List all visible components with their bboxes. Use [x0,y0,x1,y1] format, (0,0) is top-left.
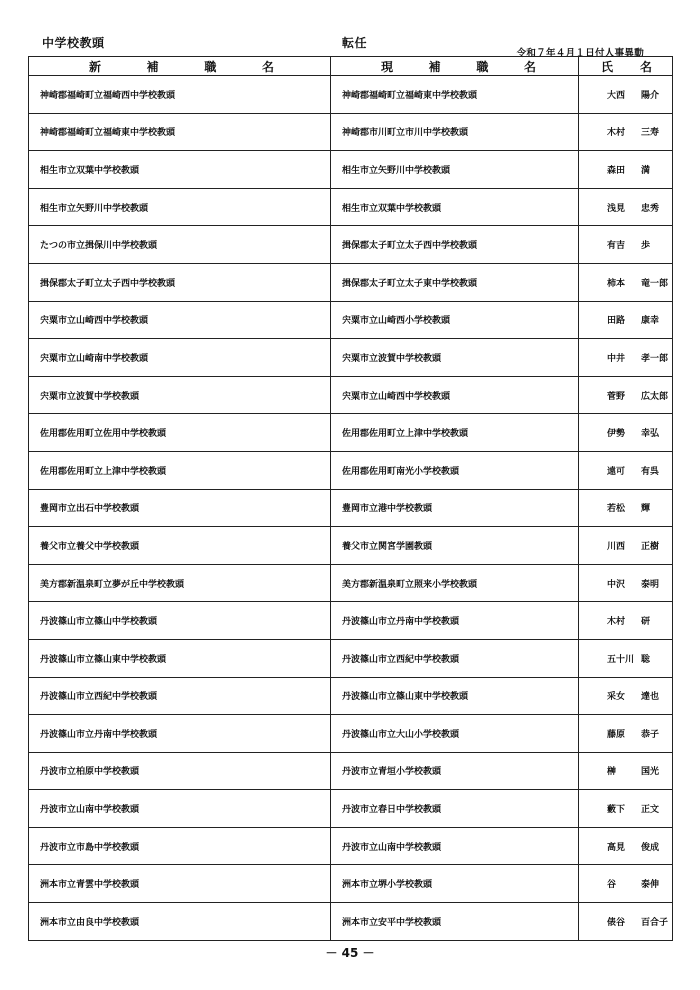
given-name: 研 [641,617,651,628]
table-row [29,527,673,565]
new-position-cell: たつの市立揖保川中学校教頭 [29,226,331,264]
surname: 浅見 [607,203,626,214]
current-position-header-char: 名 [523,59,536,74]
table-row [29,903,673,941]
current-position-cell: 揖保郡太子町立太子東中学校教頭 [331,263,579,301]
surname: 遠可 [607,466,626,477]
given-name: 陽介 [641,90,660,101]
new-position-cell: 丹波市立柏原中学校教頭 [29,752,331,790]
current-position-cell: 養父市立関宮学園教頭 [331,527,579,565]
new-position-header [29,57,331,76]
surname: 谷 [607,880,617,891]
new-position-cell: 洲本市立由良中学校教頭 [29,903,331,941]
new-position-cell: 相生市立矢野川中学校教頭 [29,188,331,226]
table-row [29,602,673,640]
given-name: 百合子 [641,917,669,928]
given-name: 俊成 [641,842,660,853]
given-name: 康幸 [641,316,660,327]
current-position-header-char: 職 [476,59,489,74]
current-position-header [331,57,579,76]
name-cell [579,339,673,377]
category-title: 中学校教頭 [42,36,105,50]
current-position-cell: 相生市立双葉中学校教頭 [331,188,579,226]
new-position-cell: 丹波篠山市立篠山中学校教頭 [29,602,331,640]
current-position-cell: 丹波市立春日中学校教頭 [331,790,579,828]
name-cell [579,376,673,414]
new-position-cell: 丹波篠山市立西紀中学校教頭 [29,677,331,715]
current-position-cell: 丹波篠山市立篠山東中学校教頭 [331,677,579,715]
name-header-char: 氏 [601,59,614,74]
current-position-header-char: 補 [428,59,441,74]
surname: 榊 [607,767,617,778]
surname: 柿本 [607,278,626,289]
name-cell [579,752,673,790]
given-name: 幸弘 [641,429,660,440]
current-position-cell: 揖保郡太子町立太子西中学校教頭 [331,226,579,264]
surname: 藤原 [607,729,626,740]
current-position-cell: 丹波篠山市立西紀中学校教頭 [331,639,579,677]
table-row [29,677,673,715]
given-name: 正樹 [641,541,660,552]
surname: 五十川 [607,654,635,665]
new-position-cell: 美方郡新温泉町立夢が丘中学校教頭 [29,564,331,602]
current-position-cell: 洲本市立安平中学校教頭 [331,903,579,941]
surname: 田路 [607,316,626,327]
surname: 森田 [607,165,626,176]
name-cell [579,715,673,753]
name-cell [579,151,673,189]
new-position-cell: 相生市立双葉中学校教頭 [29,151,331,189]
table-row [29,639,673,677]
table-row [29,564,673,602]
surname: 藪下 [607,805,626,816]
given-name: 竜一郎 [641,278,669,289]
new-position-header-char: 名 [261,59,274,74]
table-row [29,151,673,189]
name-cell [579,301,673,339]
name-cell [579,827,673,865]
surname: 俵谷 [607,917,626,928]
given-name: 国光 [641,767,660,778]
table-row [29,376,673,414]
surname: 有吉 [607,241,626,252]
current-position-cell: 洲本市立堺小学校教頭 [331,865,579,903]
surname: 伊勢 [607,429,626,440]
surname: 菅野 [607,391,626,402]
surname: 中沢 [607,579,626,590]
name-cell [579,602,673,640]
table-row [29,451,673,489]
name-cell [579,451,673,489]
name-cell [579,188,673,226]
table-row [29,263,673,301]
given-name: 歩 [641,241,651,252]
surname: 若松 [607,504,626,515]
table-row [29,226,673,264]
name-cell [579,489,673,527]
surname: 中井 [607,353,626,364]
new-position-cell: 宍粟市立山崎南中学校教頭 [29,339,331,377]
name-cell [579,527,673,565]
transfer-type-label: 転任 [342,36,368,50]
name-cell [579,263,673,301]
table-row [29,113,673,151]
name-cell [579,639,673,677]
given-name: 有呉 [641,466,660,477]
current-position-cell: 佐用郡佐用町立上津中学校教頭 [331,414,579,452]
surname: 川西 [607,541,626,552]
new-position-cell: 丹波篠山市立篠山東中学校教頭 [29,639,331,677]
new-position-cell: 神崎郡福崎町立福崎西中学校教頭 [29,76,331,114]
name-header-char: 名 [639,59,652,74]
given-name: 忠秀 [641,203,660,214]
table-row [29,865,673,903]
new-position-cell: 洲本市立青雲中学校教頭 [29,865,331,903]
new-position-cell: 揖保郡太子町立太子西中学校教頭 [29,263,331,301]
current-position-cell: 相生市立矢野川中学校教頭 [331,151,579,189]
given-name: 三寿 [641,128,660,139]
new-position-cell: 丹波市立山南中学校教頭 [29,790,331,828]
current-position-cell: 宍粟市立山崎西小学校教頭 [331,301,579,339]
given-name: 広太郎 [641,391,669,402]
current-position-header-char: 現 [381,59,394,74]
table-row [29,188,673,226]
current-position-cell: 佐用郡佐用町南光小学校教頭 [331,451,579,489]
table-row [29,301,673,339]
page-number: － 45 － [325,946,375,960]
current-position-cell: 丹波篠山市立丹南中学校教頭 [331,602,579,640]
table-row [29,790,673,828]
new-position-cell: 養父市立養父中学校教頭 [29,527,331,565]
new-position-cell: 神崎郡福崎町立福崎東中学校教頭 [29,113,331,151]
new-position-cell: 佐用郡佐用町立上津中学校教頭 [29,451,331,489]
given-name: 泰明 [641,579,660,590]
surname: 大西 [607,90,626,101]
surname: 木村 [607,128,626,139]
given-name: 聡 [641,654,651,665]
name-cell [579,903,673,941]
date-note: 令和７年４月１日付人事異動 [516,48,644,59]
name-cell [579,790,673,828]
given-name: 泰伸 [641,880,660,891]
current-position-cell: 丹波市立山南中学校教頭 [331,827,579,865]
table-header-row [29,57,673,76]
given-name: 恭子 [641,729,660,740]
table-row [29,715,673,753]
surname: 高見 [607,842,626,853]
new-position-cell: 佐用郡佐用町立佐用中学校教頭 [29,414,331,452]
name-cell [579,226,673,264]
new-position-cell: 丹波篠山市立丹南中学校教頭 [29,715,331,753]
new-position-cell: 豊岡市立出石中学校教頭 [29,489,331,527]
surname: 采女 [607,692,626,703]
name-cell [579,414,673,452]
current-position-cell: 宍粟市立波賀中学校教頭 [331,339,579,377]
current-position-cell: 豊岡市立港中学校教頭 [331,489,579,527]
table-row [29,414,673,452]
current-position-cell: 神崎郡市川町立市川中学校教頭 [331,113,579,151]
table-row [29,339,673,377]
given-name: 輝 [641,504,651,515]
current-position-cell: 美方郡新温泉町立照来小学校教頭 [331,564,579,602]
new-position-cell: 宍粟市立山崎西中学校教頭 [29,301,331,339]
current-position-cell: 神崎郡福崎町立福崎東中学校教頭 [331,76,579,114]
name-cell [579,865,673,903]
table-row [29,489,673,527]
current-position-cell: 丹波篠山市立大山小学校教頭 [331,715,579,753]
current-position-cell: 丹波市立青垣小学校教頭 [331,752,579,790]
name-cell [579,76,673,114]
current-position-cell: 宍粟市立山崎西中学校教頭 [331,376,579,414]
table-row [29,752,673,790]
name-cell [579,564,673,602]
table-row [29,76,673,114]
given-name: 達也 [641,692,660,703]
personnel-table [28,56,673,941]
given-name: 孝一郎 [641,353,669,364]
new-position-header-char: 補 [146,59,159,74]
name-cell [579,677,673,715]
given-name: 正文 [641,805,660,816]
new-position-header-char: 職 [204,59,217,74]
name-cell [579,113,673,151]
table-row [29,827,673,865]
new-position-cell: 丹波市立市島中学校教頭 [29,827,331,865]
surname: 木村 [607,617,626,628]
new-position-cell: 宍粟市立波賀中学校教頭 [29,376,331,414]
new-position-header-char: 新 [89,59,102,74]
given-name: 満 [641,165,651,176]
name-header [579,57,673,76]
